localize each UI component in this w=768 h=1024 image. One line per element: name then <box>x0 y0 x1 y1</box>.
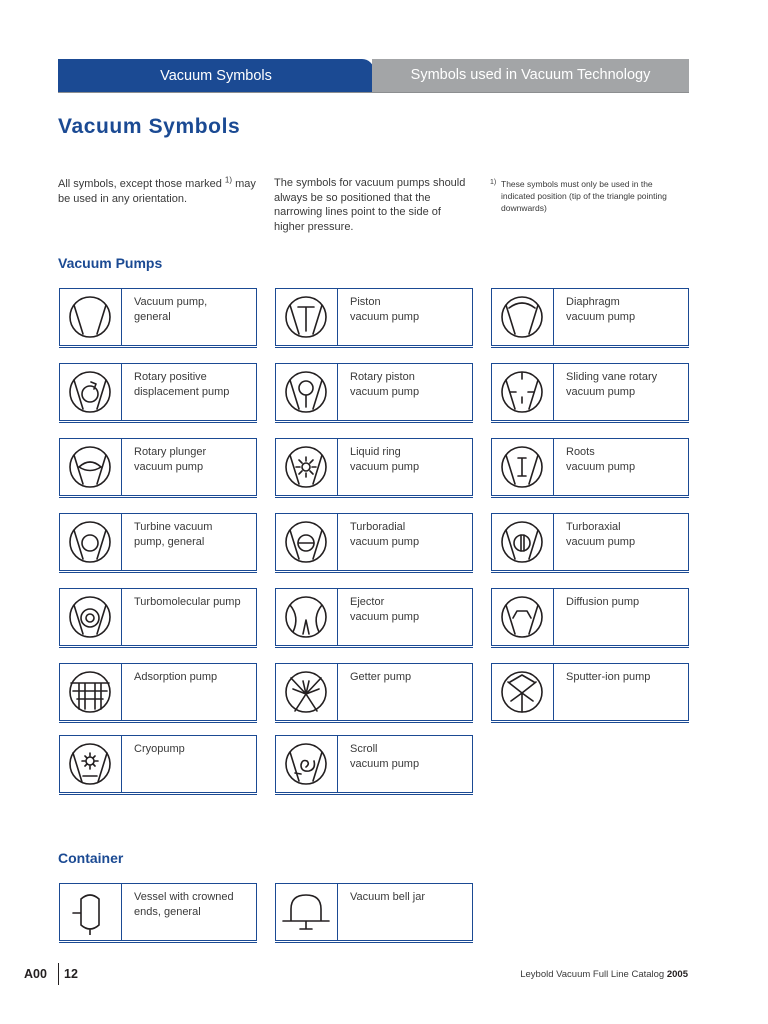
symbol-label: Turboraxial vacuum pump <box>566 521 636 548</box>
pumps-symbol-sliding-vane-pump <box>491 363 689 421</box>
cell-underline <box>491 572 689 574</box>
footnote-text: These symbols must only be used in the indicated position (tip of the triangle pointing downwards) <box>501 179 667 213</box>
pumps-symbol-turboradial-pump <box>275 513 473 571</box>
pumps-symbol-turbine-pump <box>59 513 257 571</box>
footer-catalog <box>520 969 688 980</box>
pumps-symbol-diaphragm-pump <box>491 288 689 346</box>
footer-page-number: 12 <box>64 967 78 981</box>
pumps-symbol-piston-pump <box>275 288 473 346</box>
diffusion-pump-icon <box>492 589 554 645</box>
symbol-label: Turboradial vacuum pump <box>350 521 420 548</box>
vacuum-pump-general-icon <box>60 289 122 345</box>
footer-section-code: A00 <box>24 967 47 981</box>
symbol-label: Adsorption pump <box>134 671 218 683</box>
turbine-pump-icon <box>60 514 122 570</box>
scroll-pump-icon <box>276 736 338 792</box>
cell-underline <box>59 647 257 649</box>
cell-underline <box>491 422 689 424</box>
section-title-vacuum-pumps: Vacuum Pumps <box>58 255 163 271</box>
symbol-label: Piston vacuum pump <box>350 296 420 323</box>
pumps-symbol-ejector-pump <box>275 588 473 646</box>
pumps-symbol-cryopump <box>59 735 257 793</box>
symbol-label: Diaphragm vacuum pump <box>566 296 636 323</box>
rotary-positive-pump-icon <box>60 364 122 420</box>
symbol-label: Sliding vane rotary vacuum pump <box>566 371 658 398</box>
pumps-symbol-rotary-positive-pump <box>59 363 257 421</box>
cryopump-icon <box>60 736 122 792</box>
piston-pump-icon <box>276 289 338 345</box>
turbomolecular-pump-icon <box>60 589 122 645</box>
symbol-label: Rotary plunger vacuum pump <box>134 446 207 473</box>
getter-pump-icon <box>276 664 338 720</box>
pumps-symbol-turbomolecular-pump <box>59 588 257 646</box>
intro-text-1: All symbols, except those marked <box>58 178 222 190</box>
footnote <box>490 178 685 214</box>
footer-divider <box>58 963 59 985</box>
symbol-label: Roots vacuum pump <box>566 446 636 473</box>
symbol-label: Diffusion pump <box>566 596 640 608</box>
diaphragm-pump-icon <box>492 289 554 345</box>
containers-symbol-bell-jar <box>275 883 473 941</box>
tab-symbols-vacuum-technology[interactable]: Symbols used in Vacuum Technology <box>372 59 689 92</box>
roots-pump-icon <box>492 439 554 495</box>
symbol-label: Cryopump <box>134 743 185 755</box>
cell-underline <box>491 722 689 724</box>
cell-underline <box>275 722 473 724</box>
symbol-label: Turbine vacuum pump, general <box>134 521 213 548</box>
cell-underline <box>59 572 257 574</box>
containers-symbol-vessel-crowned <box>59 883 257 941</box>
symbol-label: Liquid ring vacuum pump <box>350 446 420 473</box>
symbol-label: Vacuum bell jar <box>350 891 425 903</box>
symbol-label: Rotary positive displacement pump <box>134 371 230 398</box>
pumps-symbol-turboraxial-pump <box>491 513 689 571</box>
footer-catalog-name: Leybold Vacuum Full Line Catalog <box>520 969 665 980</box>
adsorption-pump-icon <box>60 664 122 720</box>
cell-underline <box>275 422 473 424</box>
sputter-ion-pump-icon <box>492 664 554 720</box>
cell-underline <box>275 942 473 944</box>
pumps-symbol-rotary-piston-pump <box>275 363 473 421</box>
turboradial-pump-icon <box>276 514 338 570</box>
pumps-symbol-adsorption-pump <box>59 663 257 721</box>
pumps-symbol-liquid-ring-pump <box>275 438 473 496</box>
pumps-symbol-sputter-ion-pump <box>491 663 689 721</box>
ejector-pump-icon <box>276 589 338 645</box>
symbol-label: Getter pump <box>350 671 412 683</box>
rotary-plunger-pump-icon <box>60 439 122 495</box>
vessel-crowned-icon <box>60 884 122 940</box>
page-title: Vacuum Symbols <box>58 115 241 138</box>
cell-underline <box>275 794 473 796</box>
cell-underline <box>275 347 473 349</box>
liquid-ring-pump-icon <box>276 439 338 495</box>
symbol-label: Vacuum pump, general <box>134 296 208 323</box>
pumps-symbol-diffusion-pump <box>491 588 689 646</box>
header-tabs <box>58 59 689 93</box>
cell-underline <box>275 647 473 649</box>
cell-underline <box>59 497 257 499</box>
symbol-label: Turbomolecular pump <box>134 596 241 608</box>
pumps-symbol-vacuum-pump-general <box>59 288 257 346</box>
cell-underline <box>59 794 257 796</box>
pumps-symbol-rotary-plunger-pump <box>59 438 257 496</box>
pumps-symbol-scroll-pump <box>275 735 473 793</box>
intro-orientation-note <box>58 177 258 206</box>
cell-underline <box>491 347 689 349</box>
symbol-label: Vessel with crowned ends, general <box>134 891 234 918</box>
bell-jar-icon <box>276 884 338 940</box>
cell-underline <box>59 722 257 724</box>
symbol-label: Rotary piston vacuum pump <box>350 371 420 398</box>
header-divider <box>58 92 689 93</box>
cell-underline <box>275 497 473 499</box>
cell-underline <box>491 497 689 499</box>
intro-pressure-note: The symbols for vacuum pumps should always be so positioned that the narrowing lines point to the side of higher pressure. <box>274 177 466 233</box>
tab-vacuum-symbols[interactable]: Vacuum Symbols <box>58 59 374 93</box>
intro-text-2: may be used in any orientation. <box>58 178 256 205</box>
pumps-symbol-roots-pump <box>491 438 689 496</box>
cell-underline <box>491 647 689 649</box>
footnote-mark: 1) <box>224 175 233 185</box>
cell-underline <box>59 422 257 424</box>
cell-underline <box>59 942 257 944</box>
symbol-label: Sputter-ion pump <box>566 671 651 683</box>
symbol-label: Ejector vacuum pump <box>350 596 420 623</box>
rotary-piston-pump-icon <box>276 364 338 420</box>
sliding-vane-pump-icon <box>492 364 554 420</box>
section-title-container: Container <box>58 850 124 866</box>
footnote-number: 1) <box>490 179 497 186</box>
cell-underline <box>59 347 257 349</box>
cell-underline <box>275 572 473 574</box>
pumps-symbol-getter-pump <box>275 663 473 721</box>
footer-catalog-year: 2005 <box>666 969 688 980</box>
symbol-label: Scroll vacuum pump <box>350 743 420 770</box>
turboraxial-pump-icon <box>492 514 554 570</box>
